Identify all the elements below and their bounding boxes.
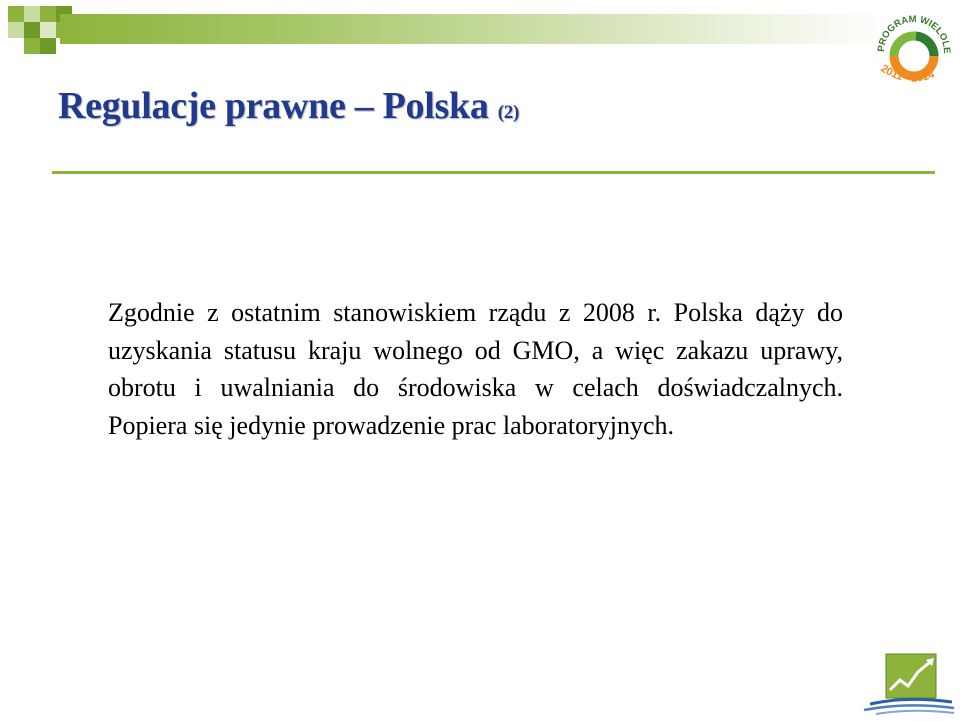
logo-arc-text: PROGRAM WIELOLE bbox=[875, 13, 953, 54]
title-number: (2) bbox=[497, 102, 519, 123]
title-main: Regulacje prawne – Polska bbox=[58, 85, 489, 127]
body-text bbox=[108, 294, 843, 444]
title-divider bbox=[52, 171, 935, 174]
slide-title bbox=[58, 84, 519, 128]
growth-chart-logo-icon bbox=[856, 650, 956, 716]
top-gradient-band bbox=[60, 14, 890, 44]
logo-years: 2011 - 2014 bbox=[878, 62, 937, 85]
body-paragraph: Zgodnie z ostatnim stanowiskiem rządu z 2008 r. Polska dąży do uzyskania statusu kraju wolnego od GMO, a więc zakazu uprawy, obrotu i uwalniania do środowiska w celach doświadczalnych. Popiera się jedynie prowadzenie prac laboratoryjnych. bbox=[108, 298, 843, 440]
program-logo-icon bbox=[872, 8, 956, 96]
